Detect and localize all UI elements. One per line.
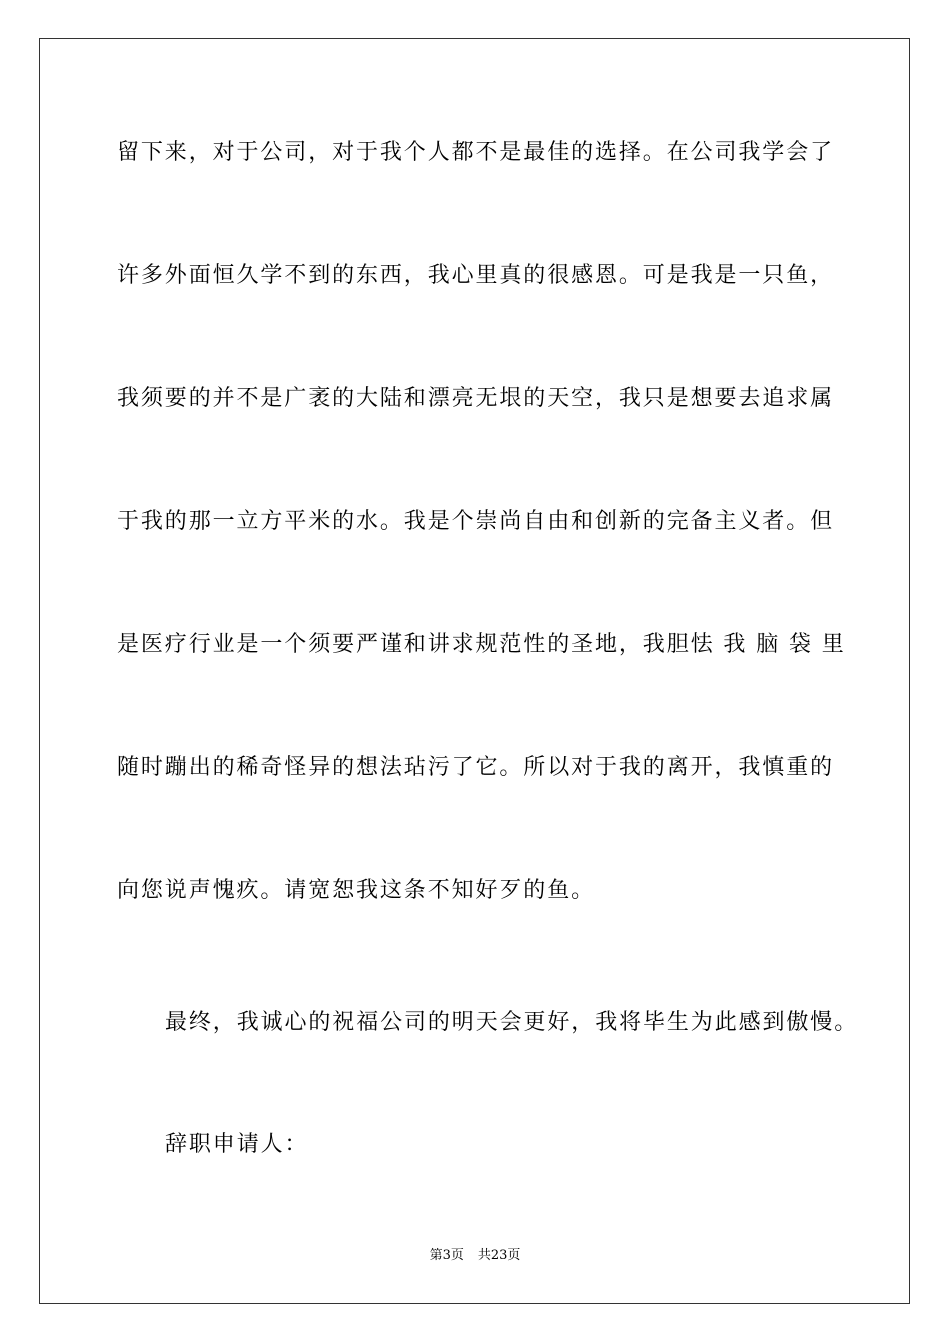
body-line-7: 向您说声愧疚。请宽恕我这条不知好歹的鱼。 [117, 878, 596, 903]
closing-line: 最终，我诚心的祝福公司的明天会更好，我将毕生为此感到傲慢。 [165, 1010, 859, 1035]
body-line-1: 留下来，对于公司，对于我个人都不是最佳的选择。在公司我学会了 [117, 140, 835, 165]
body-line-2: 许多外面恒久学不到的东西，我心里真的很感恩。可是我是一只鱼， [117, 263, 835, 288]
signature-label: 辞职申请人： [165, 1132, 309, 1157]
page-footer [0, 1248, 950, 1264]
page-border [39, 38, 910, 1304]
body-line-3: 我须要的并不是广袤的大陆和漂亮无垠的天空，我只是想要去追求属 [117, 386, 835, 411]
body-line-5: 是医疗行业是一个须要严谨和讲求规范性的圣地，我胆怯 我 脑 袋 里 [117, 632, 846, 657]
body-line-4: 于我的那一立方平米的水。我是个崇尚自由和创新的完备主义者。但 [117, 509, 835, 534]
total-pages: 共23页 [477, 1248, 521, 1263]
page-number: 第3页 [429, 1248, 464, 1263]
body-line-6: 随时蹦出的稀奇怪异的想法玷污了它。所以对于我的离开，我慎重的 [117, 755, 835, 780]
